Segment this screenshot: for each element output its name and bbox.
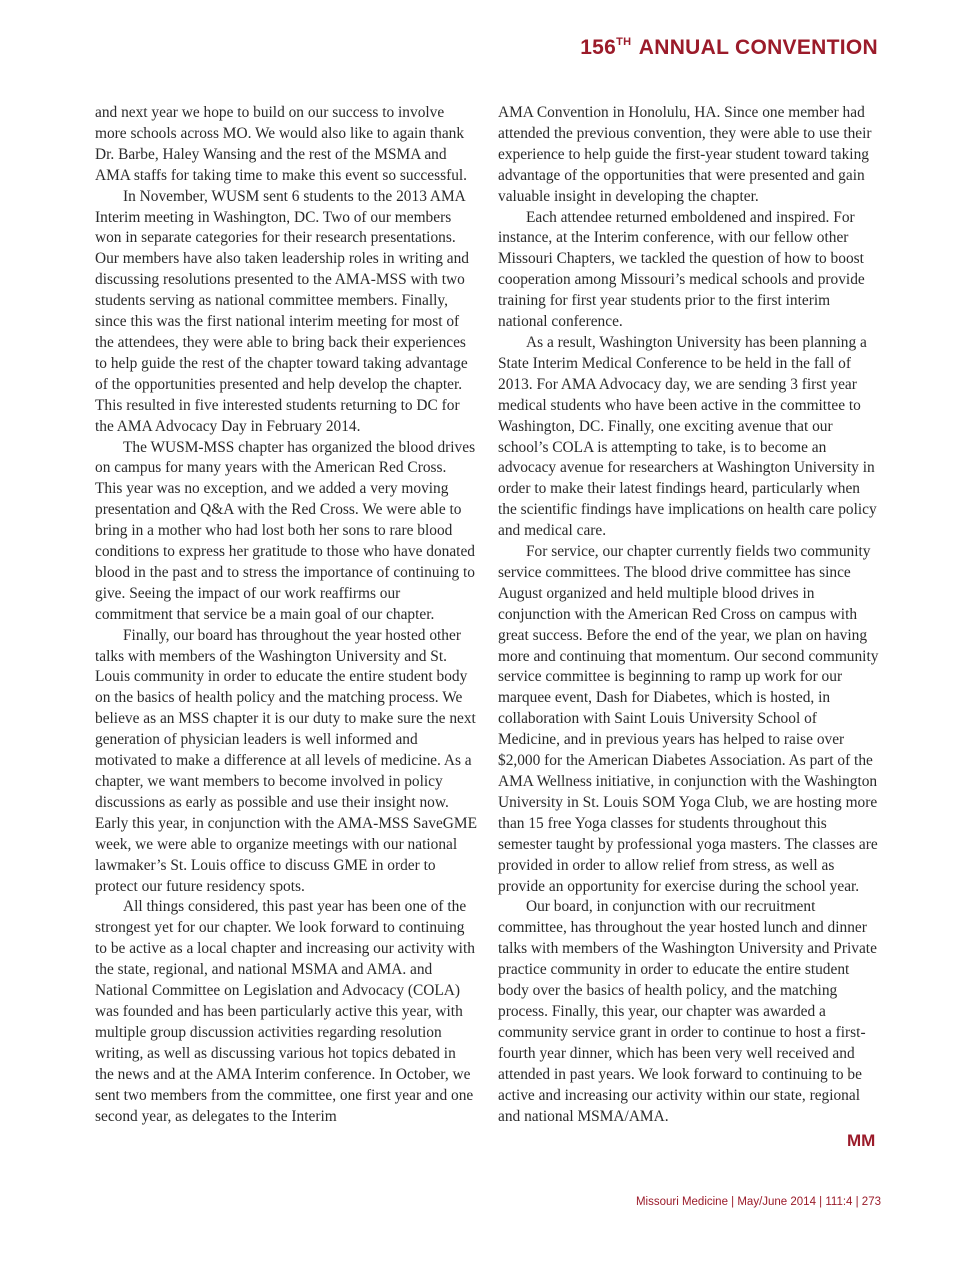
- header-title: ANNUAL CONVENTION: [633, 36, 878, 59]
- right-column: [498, 103, 880, 1127]
- paragraph: AMA Convention in Honolulu, HA. Since one member had attended the previous convention, they were able to use their experience to help guide the first-year student toward taking advantage of the opportunities that were presented and gain valuable insight in developing the chapter.: [498, 104, 872, 205]
- paragraph: For service, our chapter currently fields two community service committees. The blood drive committee has since August organized and held multiple blood drives in conjunction with the American Red Cross on campus with great success. Before the end of the year, we plan on having more and continuing that momentum. Our second community service committee is beginning to ramp up work for our marquee event, Dash for Diabetes, which is hosted, in collaboration with Saint Louis University School of Medicine, and in previous years has helped to raise over $2,000 for the American Diabetes Association. As part of the AMA Wellness initiative, in conjunction with the Washington University in St. Louis SOM Yoga Club, we are hosting more than 15 free Yoga classes for students throughout this semester taught by professional yoga masters. The classes are provided in order to allow relief from stress, as well as provide an opportunity for exercise during the school year.: [498, 543, 879, 895]
- header-ordinal: TH: [616, 36, 632, 48]
- paragraph: As a result, Washington University has been planning a State Interim Medical Conference to be held in the fall of 2013. For AMA Advocacy day, we are sending 3 first year medical students who have been active in the committee to Washington, DC. Finally, one exciting avenue that our school’s COLA is attempting to take, is to become an advocacy avenue for researchers at Washington University in order to make their latest findings heard, particularly when the scientific findings have implications on health care policy and medical care.: [498, 333, 877, 540]
- paragraph: All things considered, this past year has been one of the strongest yet for our chapter. We look forward to continuing to be active as a local chapter and increasing our activity with the state, regional, and national MSMA and AMA. and National Committee on Legislation and Advocacy (COLA) was founded and has been particularly active this year, with multiple group discussion activities regarding resolution writing, as well as discussing various hot topics debated in the news and at the AMA Interim conference. In October, we sent two members from the committee, one first year and one second year, as delegates to the Interim: [95, 898, 475, 1125]
- convention-header: [580, 36, 878, 60]
- paragraph: Finally, our board has throughout the year hosted other talks with members of the Washington University and St. Louis community in order to educate the entire student body on the basics of health policy and the matching process. We believe as an MSS chapter it is our duty to make sure the next generation of physician leaders is well informed and motivated to make a difference at all levels of medicine. As a chapter, we want members to become involved in policy discussions as early as possible and use their insight now. Early this year, in conjunction with the AMA-MSS SaveGME week, we were able to organize meetings with our national lawmaker’s St. Louis office to discuss GME in order to protect our future residency spots.: [95, 626, 477, 895]
- header-number: 156: [580, 36, 617, 59]
- page-footer: Missouri Medicine | May/June 2014 | 111:4 | 273: [635, 1196, 881, 1208]
- paragraph: In November, WUSM sent 6 students to the 2013 AMA Interim meeting in Washington, DC. Two of our members won in separate categories for their research presentations. Our members have also taken leadership roles in writing and discussing resolutions presented to the AMA-MSS with two students serving as national committee members. Finally, since this was the first national interim meeting for most of the attendees, they were able to bring back their experiences to help guide the rest of the chapter toward taking advantage of the opportunities presented and help develop the chapter. This resulted in five interested students returning to DC for the AMA Advocacy Day in February 2014.: [95, 187, 469, 435]
- left-column: [95, 103, 477, 1127]
- paragraph: The WUSM-MSS chapter has organized the blood drives on campus for many years with the American Red Cross. This year was no exception, and we added a very moving presentation and Q&A with the Red Cross. We were able to bring in a mother who had lost both her sons to rare blood conditions to express her gratitude to those who have donated blood in the past and to stress the importance of continuing to give. Seeing the impact of our work reaffirms our commitment that service be a main goal of our chapter.: [95, 438, 476, 623]
- paragraph: Each attendee returned emboldened and inspired. For instance, at the Interim conference, with our fellow other Missouri Chapters, we tackled the question of how to boost cooperation among Missouri’s medical schools and provide training for first year students prior to the first interim national conference.: [498, 208, 865, 331]
- paragraph: Our board, in conjunction with our recruitment committee, has throughout the year hosted lunch and dinner talks with members of the Washington University and Private practice community in order to educate the entire student body over the basics of health policy, and the matching process. Finally, this year, our chapter was awarded a community service grant in order to continue to host a first-fourth year dinner, which has been very well received and attended in past years. We look forward to continuing to be active and increasing our activity within our state, regional and national MSMA/AMA.: [498, 898, 877, 1125]
- paragraph: and next year we hope to build on our success to involve more schools across MO. We would also like to again thank Dr. Barbe, Haley Wansing and the rest of the MSMA and AMA staffs for taking time to make this event so successful.: [95, 104, 468, 184]
- end-mark: MM: [847, 1131, 876, 1150]
